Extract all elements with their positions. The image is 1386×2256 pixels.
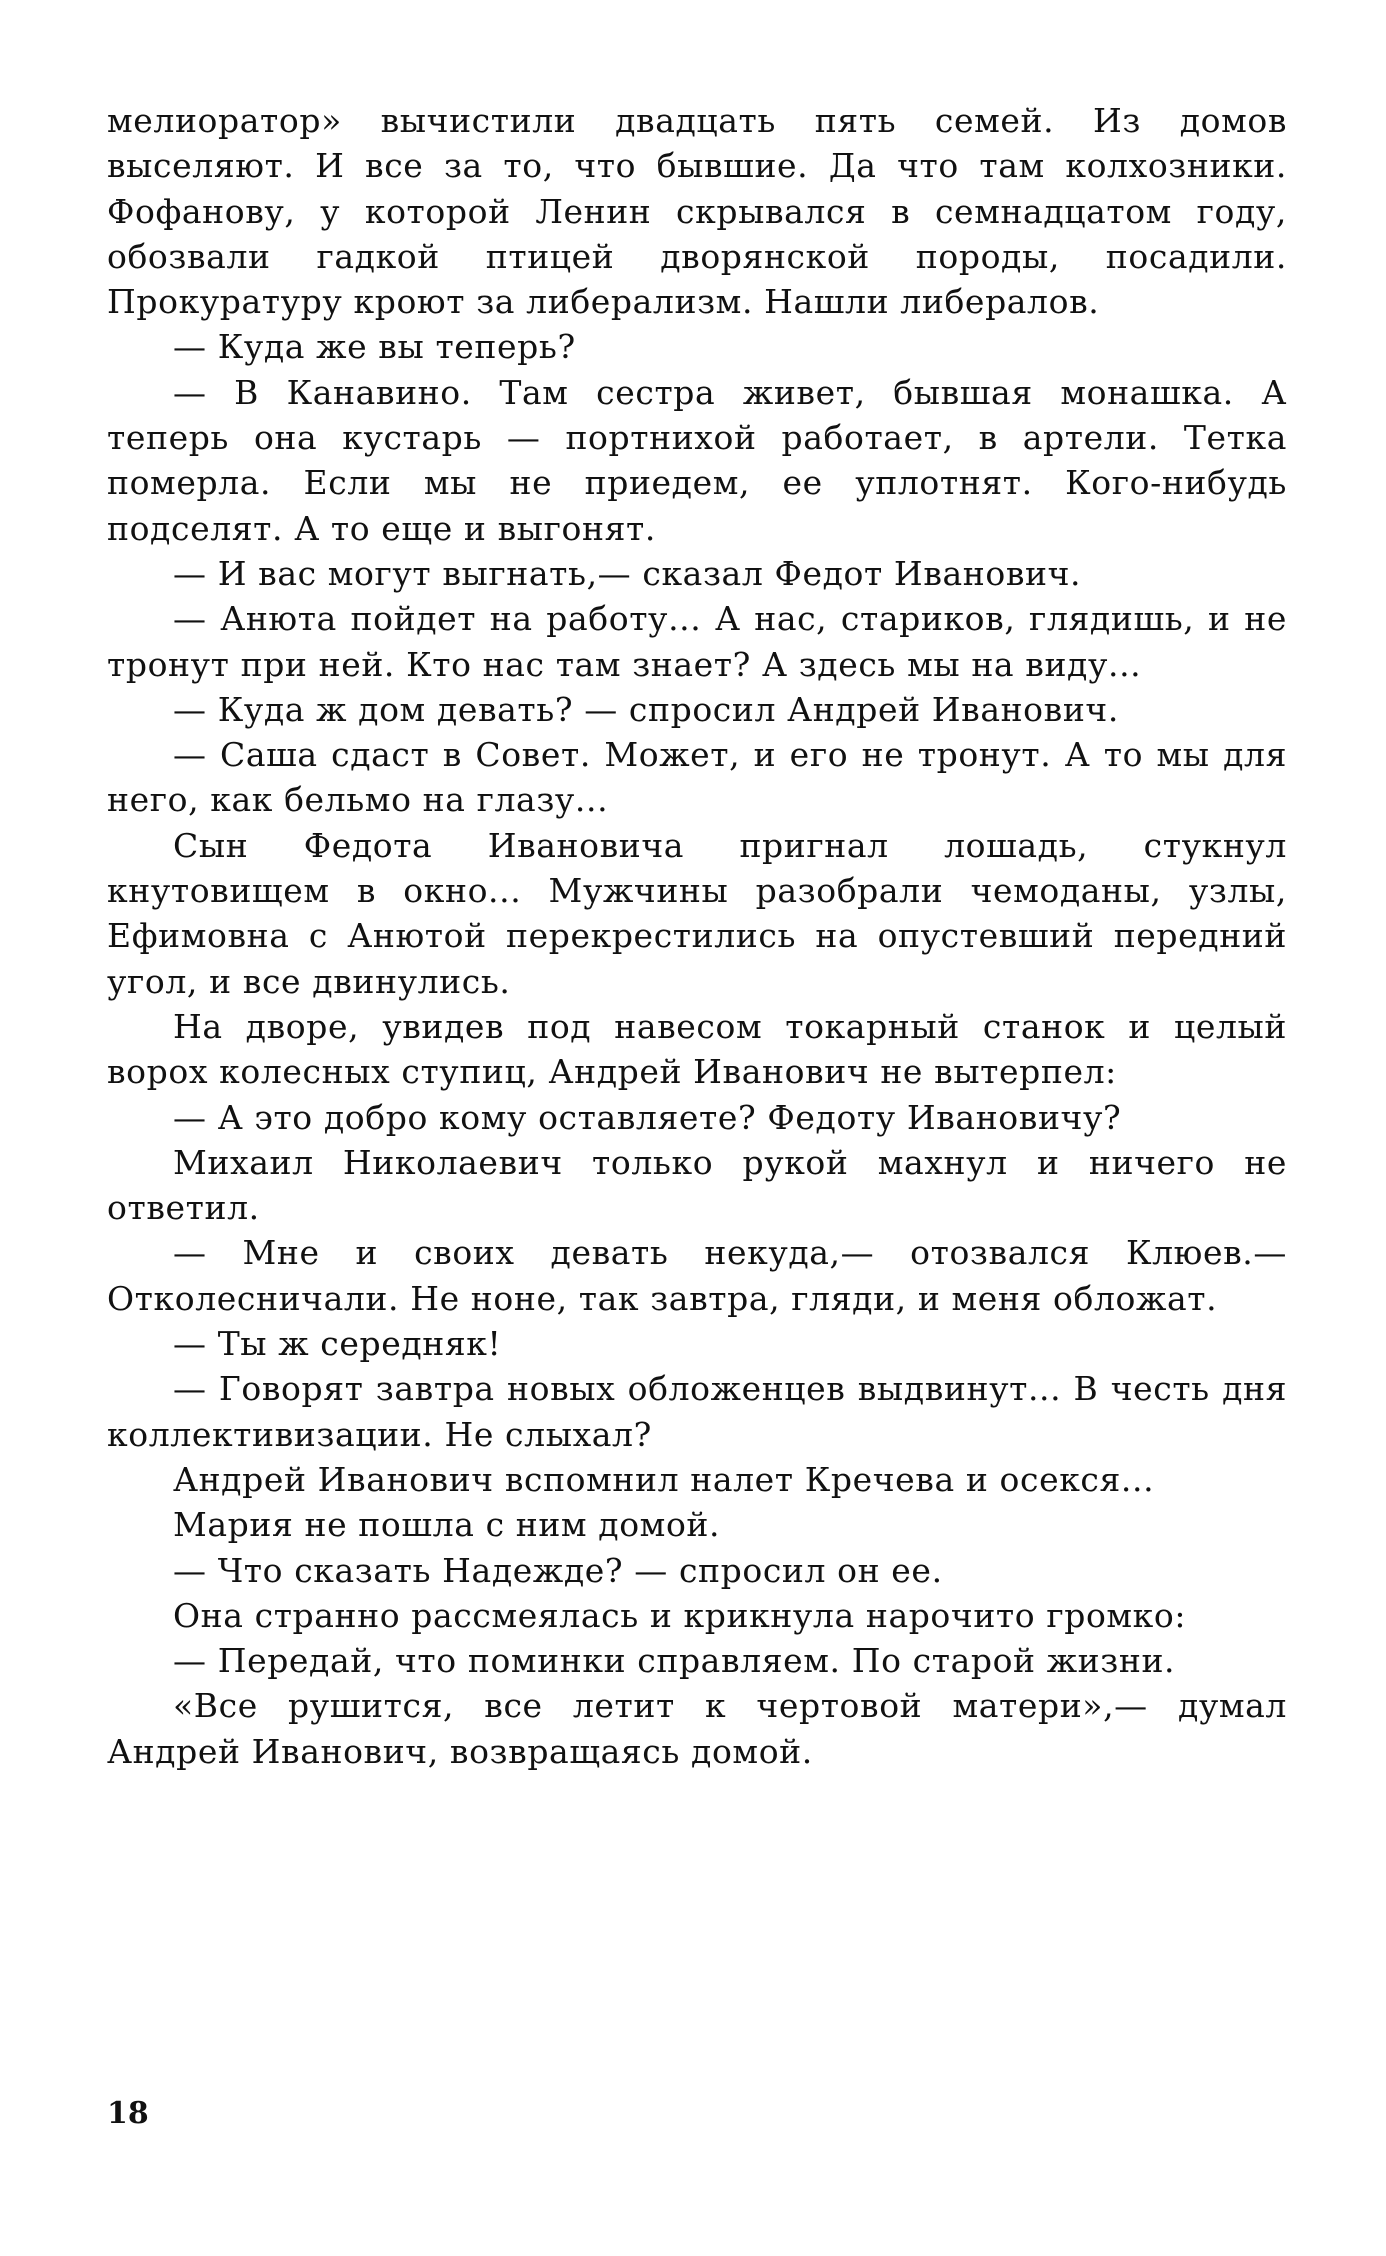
paragraph-12: — Мне и своих девать некуда,— отозвался Клюев.— Отколесничали. Не ноне, так завтра, гляди, и меня обложат. <box>107 1233 1287 1318</box>
paragraph-9: На дворе, увидев под навесом токарный станок и целый ворох колесных ступиц, Андрей Иванович не вытерпел: <box>107 1006 1287 1092</box>
paragraph-14: — Говорят завтра новых обложенцев выдвинут... В честь дня коллективизации. Не слыхал? <box>107 1369 1287 1454</box>
paragraph-5: — Анюта пойдет на работу... А нас, стариков, глядишь, и не тронут при ней. Кто нас там знает? А здесь мы на виду... <box>107 599 1287 684</box>
paragraph-8: Сын Федота Ивановича пригнал лошадь, стукнул кнутовищем в окно... Мужчины разобрали чемоданы, узлы, Ефимовна с Анютой перекрестились на опустевший передний угол, и все двинулись. <box>107 825 1287 1001</box>
paragraph-19: — Передай, что поминки справляем. По старой жизни. <box>173 1641 1176 1681</box>
paragraph-11: Михаил Николаевич только рукой махнул и ничего не ответил. <box>107 1142 1287 1228</box>
paragraph-4: — И вас могут выгнать,— сказал Федот Иванович. <box>173 553 1082 593</box>
paragraph-16: Мария не пошла с ним домой. <box>173 1505 721 1545</box>
paragraph-20: «Все рушится, все летит к чертовой матери»,— думал Андрей Иванович, возвращаясь домой. <box>107 1686 1287 1771</box>
paragraph-17: — Что сказать Надежде? — спросил он ее. <box>173 1550 943 1590</box>
paragraph-7: — Саша сдаст в Совет. Может, и его не тронут. А то мы для него, как бельмо на глазу... <box>107 735 1287 820</box>
page-number: 18 <box>107 2096 149 2131</box>
paragraph-2: — Куда же вы теперь? <box>173 327 576 367</box>
paragraph-6: — Куда ж дом девать? — спросил Андрей Иванович. <box>173 689 1119 729</box>
body-text <box>107 98 1287 1774</box>
paragraph-3: — В Канавино. Там сестра живет, бывшая монашка. А теперь она кустарь — портнихой работает, в артели. Тетка померла. Если мы не приедем, ее уплотнят. Кого-нибудь подселят. А то еще и выгонят. <box>107 372 1287 548</box>
paragraph-1: мелиоратор» вычистили двадцать пять семей. Из домов выселяют. И все за то, что бывшие. Да что там колхозники. Фофанову, у которой Ленин скрывался в семнадцатом году, обозвали гадкой птицей дворянской породы, посадили. Прокуратуру кроют за либерализм. Нашли либералов. <box>107 101 1287 322</box>
paragraph-13: — Ты ж середняк! <box>173 1324 502 1364</box>
paragraph-10: — А это добро кому оставляете? Федоту Ивановичу? <box>173 1097 1122 1137</box>
paragraph-15: Андрей Иванович вспомнил налет Кречева и осекся... <box>173 1459 1155 1499</box>
paragraph-18: Она странно рассмеялась и крикнула нарочито громко: <box>173 1595 1187 1635</box>
